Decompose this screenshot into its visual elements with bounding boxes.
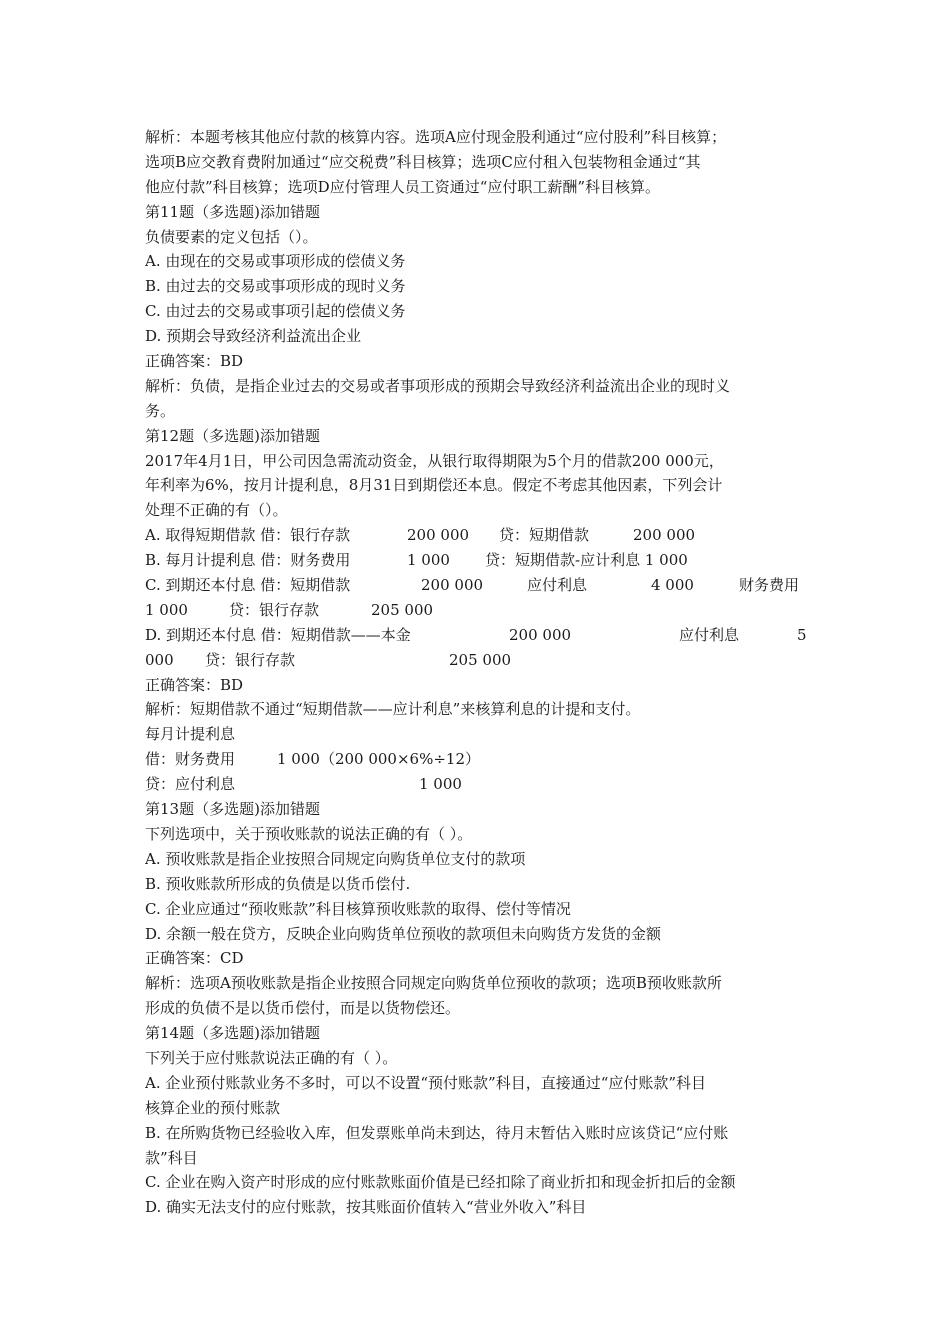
q12-option-c-expense: 财务费用 — [739, 576, 800, 595]
q12-option-b-debit-amount: 1 000 — [407, 551, 450, 570]
q11-analysis-line-2: 务。 — [145, 401, 176, 420]
q12-debit-amount: 1 000（200 000×6%÷12） — [277, 750, 480, 769]
q11-answer: 正确答案：BD — [145, 352, 244, 371]
q12-option-c-interest-amount: 4 000 — [651, 576, 694, 595]
q13-option-a: A. 预收账款是指企业按照合同规定向购货单位支付的款项 — [145, 849, 526, 868]
q12-option-c — [145, 573, 810, 598]
q12-option-d-continued — [145, 648, 810, 673]
q14-stem: 下列关于应付账款说法正确的有（ ）。 — [145, 1048, 398, 1067]
q12-stem-line-1: 2017年4月1日，甲公司因急需流动资金，从银行取得期限为5个月的借款200 000元， — [145, 451, 724, 470]
q13-answer: 正确答案：CD — [145, 949, 244, 968]
q13-analysis-line-1: 解析：选项A预收账款是指企业按照合同规定向购货单位预收的款项；选项B预收账款所 — [145, 974, 722, 993]
q12-debit-account: 借：财务费用 — [145, 750, 236, 769]
q11-option-b: B. 由过去的交易或事项形成的现时义务 — [145, 277, 406, 296]
q12-debit-entry — [145, 747, 810, 772]
q12-option-d-interest-amount-rest: 000 — [145, 650, 174, 669]
q13-option-d: D. 余额一般在贷方，反映企业向购货单位预收的款项但未向购货方发货的金额 — [145, 924, 662, 943]
q11-header: 第11题（多选题)添加错题 — [145, 202, 320, 221]
q12-analysis: 解析：短期借款不通过“短期借款——应计利息”来核算利息的计提和支付。 — [145, 700, 641, 719]
q12-option-a-credit-amount: 200 000 — [633, 526, 696, 545]
q13-option-b: B. 预收账款所形成的负债是以货币偿付. — [145, 874, 411, 893]
q13-header: 第13题（多选题)添加错题 — [145, 800, 320, 819]
q10-analysis-line-2: 选项B应交教育费附加通过“应交税费”科目核算；选项C应付租入包装物租金通过“其 — [145, 152, 701, 171]
q11-analysis-line-1: 解析：负债，是指企业过去的交易或者事项形成的预期会导致经济利益流出企业的现时义 — [145, 376, 731, 395]
q10-analysis-line-1: 解析：本题考核其他应付款的核算内容。选项A应付现金股利通过“应付股利”科目核算； — [145, 128, 727, 146]
q14-option-a-line-1: A. 企业预付账款业务不多时，可以不设置“预付账款”科目，直接通过“应付账款”科目 — [145, 1073, 707, 1092]
q14-option-b-line-2: 款”科目 — [145, 1148, 198, 1167]
q12-option-b — [145, 548, 810, 573]
q14-option-c: C. 企业在购入资产时形成的应付账款账面价值是已经扣除了商业折扣和现金折扣后的金额 — [145, 1173, 736, 1192]
q12-credit-amount: 1 000 — [419, 775, 462, 794]
q12-credit-entry — [145, 772, 810, 797]
q12-option-c-debit-amount: 200 000 — [421, 576, 484, 595]
q12-option-a-debit-amount: 200 000 — [407, 526, 470, 545]
q13-option-c: C. 企业应通过“预收账款”科目核算预收账款的取得、偿付等情况 — [145, 899, 571, 918]
q12-option-c-credit-amount: 205 000 — [371, 600, 434, 619]
q12-option-b-credit: 贷：短期借款-应计利息 1 000 — [485, 551, 688, 570]
q11-option-a: A. 由现在的交易或事项形成的偿债义务 — [145, 252, 406, 271]
q12-option-a-debit: A. 取得短期借款 借：银行存款 — [145, 526, 351, 545]
q12-option-c-interest: 应付利息 — [527, 576, 588, 595]
q12-option-c-expense-amount: 1 000 — [145, 600, 188, 619]
q11-stem: 负债要素的定义包括（）。 — [145, 227, 318, 246]
q12-option-d-interest-amount-part: 5 — [797, 625, 807, 644]
q12-option-c-debit: C. 到期还本付息 借：短期借款 — [145, 576, 351, 595]
q12-option-d-debit: D. 到期还本付息 借：短期借款——本金 — [145, 625, 411, 644]
q12-credit-account: 贷：应付利息 — [145, 775, 236, 794]
q10-analysis-line-3: 他应付款”科目核算；选项D应付管理人员工资通过“应付职工薪酬”科目核算。 — [145, 177, 661, 196]
q12-option-c-continued — [145, 598, 810, 623]
q14-header: 第14题（多选题)添加错题 — [145, 1024, 320, 1043]
q12-stem-line-3: 处理不正确的有（）。 — [145, 501, 288, 520]
q12-option-c-credit: 贷：银行存款 — [229, 600, 320, 619]
q12-header: 第12题（多选题)添加错题 — [145, 426, 320, 445]
q12-extra-title: 每月计提利息 — [145, 725, 236, 744]
q12-option-a-credit: 贷：短期借款 — [499, 526, 590, 545]
q11-option-d: D. 预期会导致经济利益流出企业 — [145, 327, 362, 346]
q14-option-b-line-1: B. 在所购货物已经验收入库，但发票账单尚未到达，待月末暂估入账时应该贷记“应付账 — [145, 1123, 729, 1142]
q12-option-d-credit: 贷：银行存款 — [205, 650, 296, 669]
q12-option-d-interest: 应付利息 — [679, 625, 740, 644]
q13-analysis-line-2: 形成的负债不是以货币偿付，而是以货物偿还。 — [145, 999, 461, 1018]
q12-option-a — [145, 523, 810, 548]
q14-option-a-line-2: 核算企业的预付账款 — [145, 1098, 281, 1117]
q12-option-d-debit-amount: 200 000 — [509, 625, 572, 644]
q12-option-b-debit: B. 每月计提利息 借：财务费用 — [145, 551, 351, 570]
q13-stem: 下列选项中，关于预收账款的说法正确的有（ ）。 — [145, 824, 473, 843]
q14-option-d: D. 确实无法支付的应付账款，按其账面价值转入“营业外收入”科目 — [145, 1198, 587, 1217]
q11-option-c: C. 由过去的交易或事项引起的偿债义务 — [145, 302, 406, 321]
q12-option-d — [145, 623, 810, 648]
q12-answer: 正确答案：BD — [145, 675, 244, 694]
q12-stem-line-2: 年利率为6%，按月计提利息，8月31日到期偿还本息。假定不考虑其他因素，下列会计 — [145, 476, 723, 495]
q12-option-d-credit-amount: 205 000 — [449, 650, 512, 669]
